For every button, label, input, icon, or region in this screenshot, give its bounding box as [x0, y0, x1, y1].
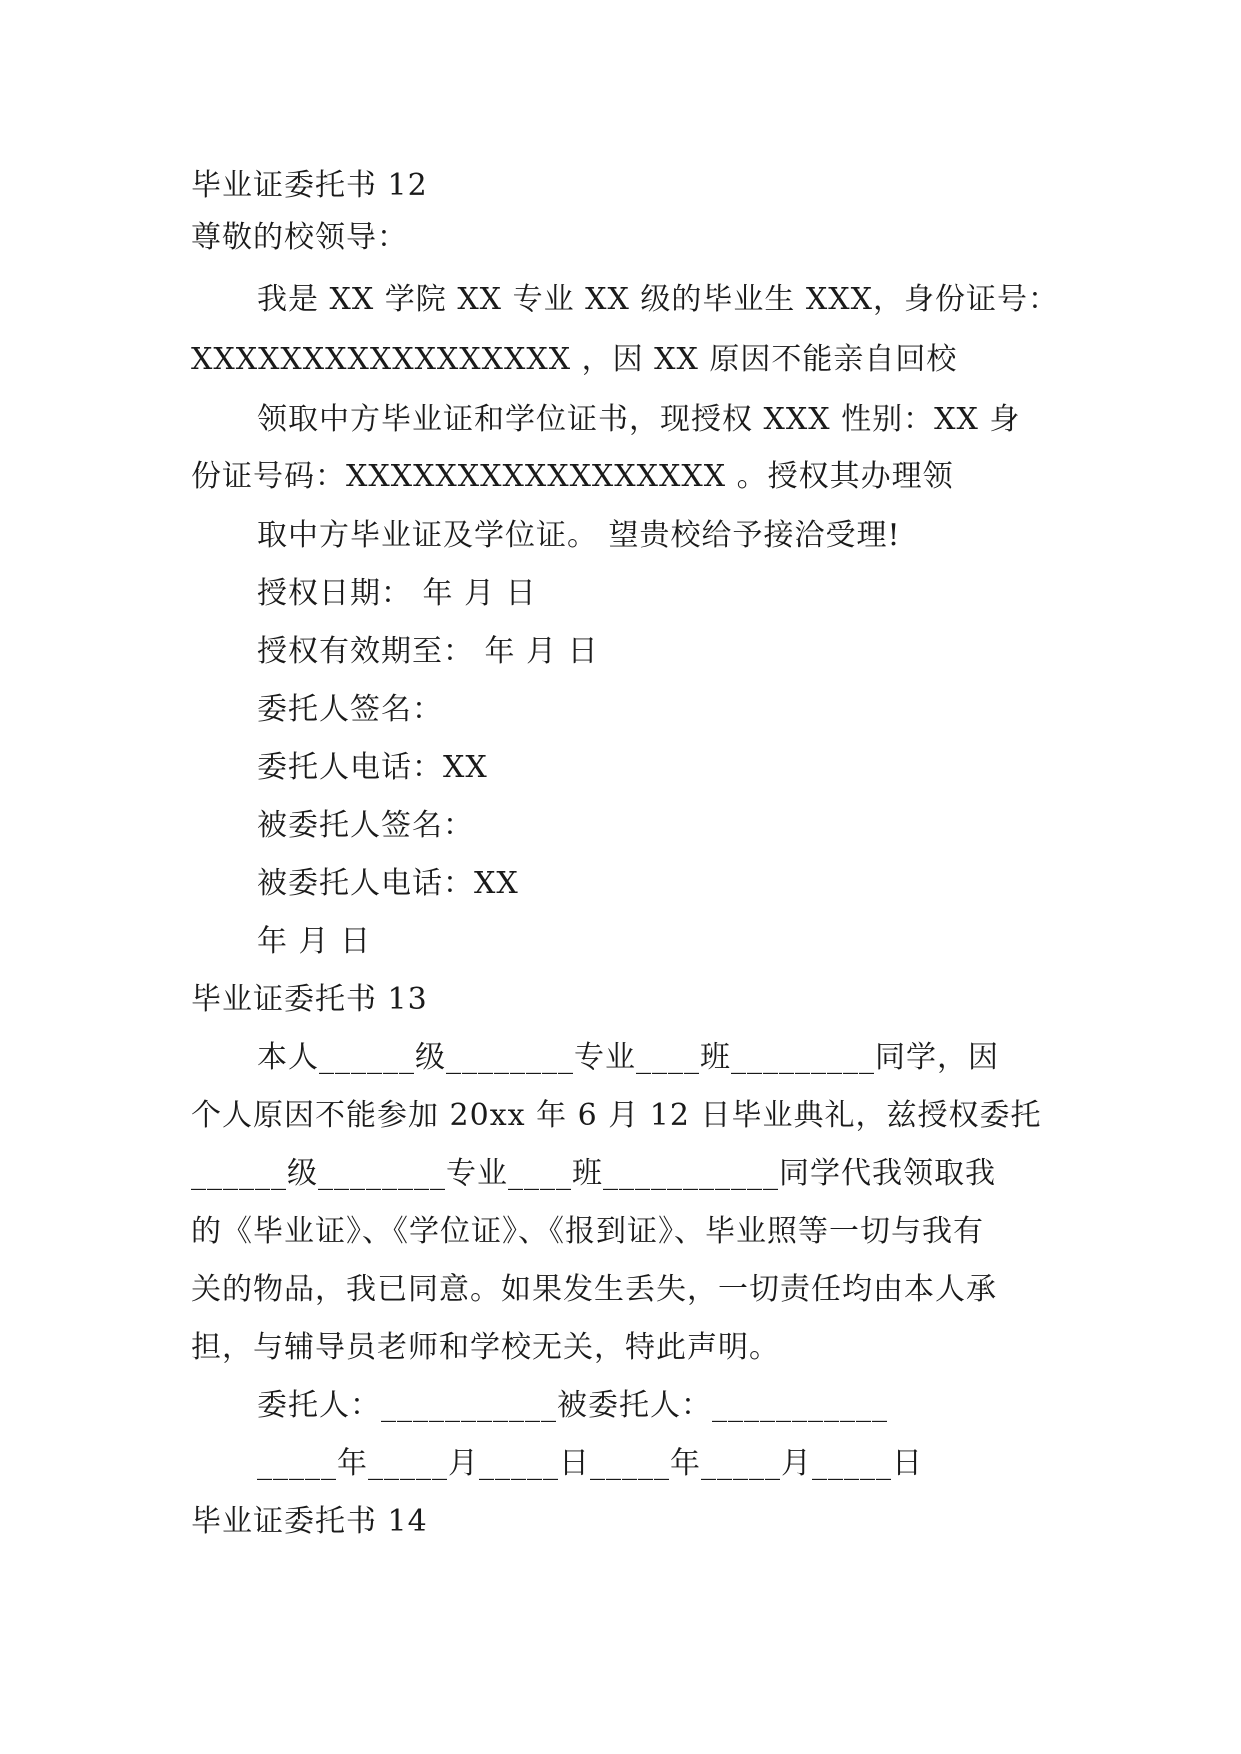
authorization-valid-until: 授权有效期至： 年 月 日 — [257, 634, 599, 669]
authorization-date: 授权日期： 年 月 日 — [257, 576, 537, 611]
agent-signature: 被委托人签名： — [257, 808, 474, 843]
closing-date: 年 月 日 — [257, 924, 372, 959]
section-13-title: 毕业证委托书 13 — [191, 982, 428, 1017]
paragraph-1-line-2: XXXXXXXXXXXXXXXXX ，因 XX 原因不能亲自回校 — [191, 342, 958, 377]
paragraph-2-line-2: 份证号码：XXXXXXXXXXXXXXXXX 。授权其办理领 — [191, 459, 954, 494]
section-13-line-1: 本人______级________专业____班_________同学，因 — [257, 1040, 999, 1075]
principal-phone: 委托人电话：XX — [257, 750, 488, 785]
section-14-title: 毕业证委托书 14 — [191, 1504, 428, 1539]
section-13-line-3: ______级________专业____班___________同学代我领取我 — [191, 1156, 996, 1191]
agent-phone: 被委托人电话：XX — [257, 866, 519, 901]
section-13-line-5: 关的物品，我已同意。如果发生丢失，一切责任均由本人承 — [191, 1272, 997, 1307]
signature-lines: 委托人：___________被委托人：___________ — [257, 1388, 888, 1423]
section-13-line-2: 个人原因不能参加 20xx 年 6 月 12 日毕业典礼，兹授权委托 — [191, 1098, 1042, 1133]
section-13-line-4: 的《毕业证》、《学位证》、《报到证》、毕业照等一切与我有 — [191, 1214, 984, 1249]
section-12-title: 毕业证委托书 12 — [191, 168, 428, 203]
paragraph-1-line-1: 我是 XX 学院 XX 专业 XX 级的毕业生 XXX，身份证号： — [257, 282, 1059, 317]
section-13-line-6: 担，与辅导员老师和学校无关，特此声明。 — [191, 1330, 780, 1365]
principal-signature: 委托人签名： — [257, 692, 443, 727]
greeting: 尊敬的校领导： — [191, 220, 408, 255]
paragraph-3: 取中方毕业证及学位证。 望贵校给予接洽受理! — [257, 518, 901, 553]
paragraph-2-line-1: 领取中方毕业证和学位证书，现授权 XXX 性别：XX 身 — [257, 402, 1021, 437]
date-lines: _____年_____月_____日_____年_____月_____日 — [257, 1446, 923, 1481]
